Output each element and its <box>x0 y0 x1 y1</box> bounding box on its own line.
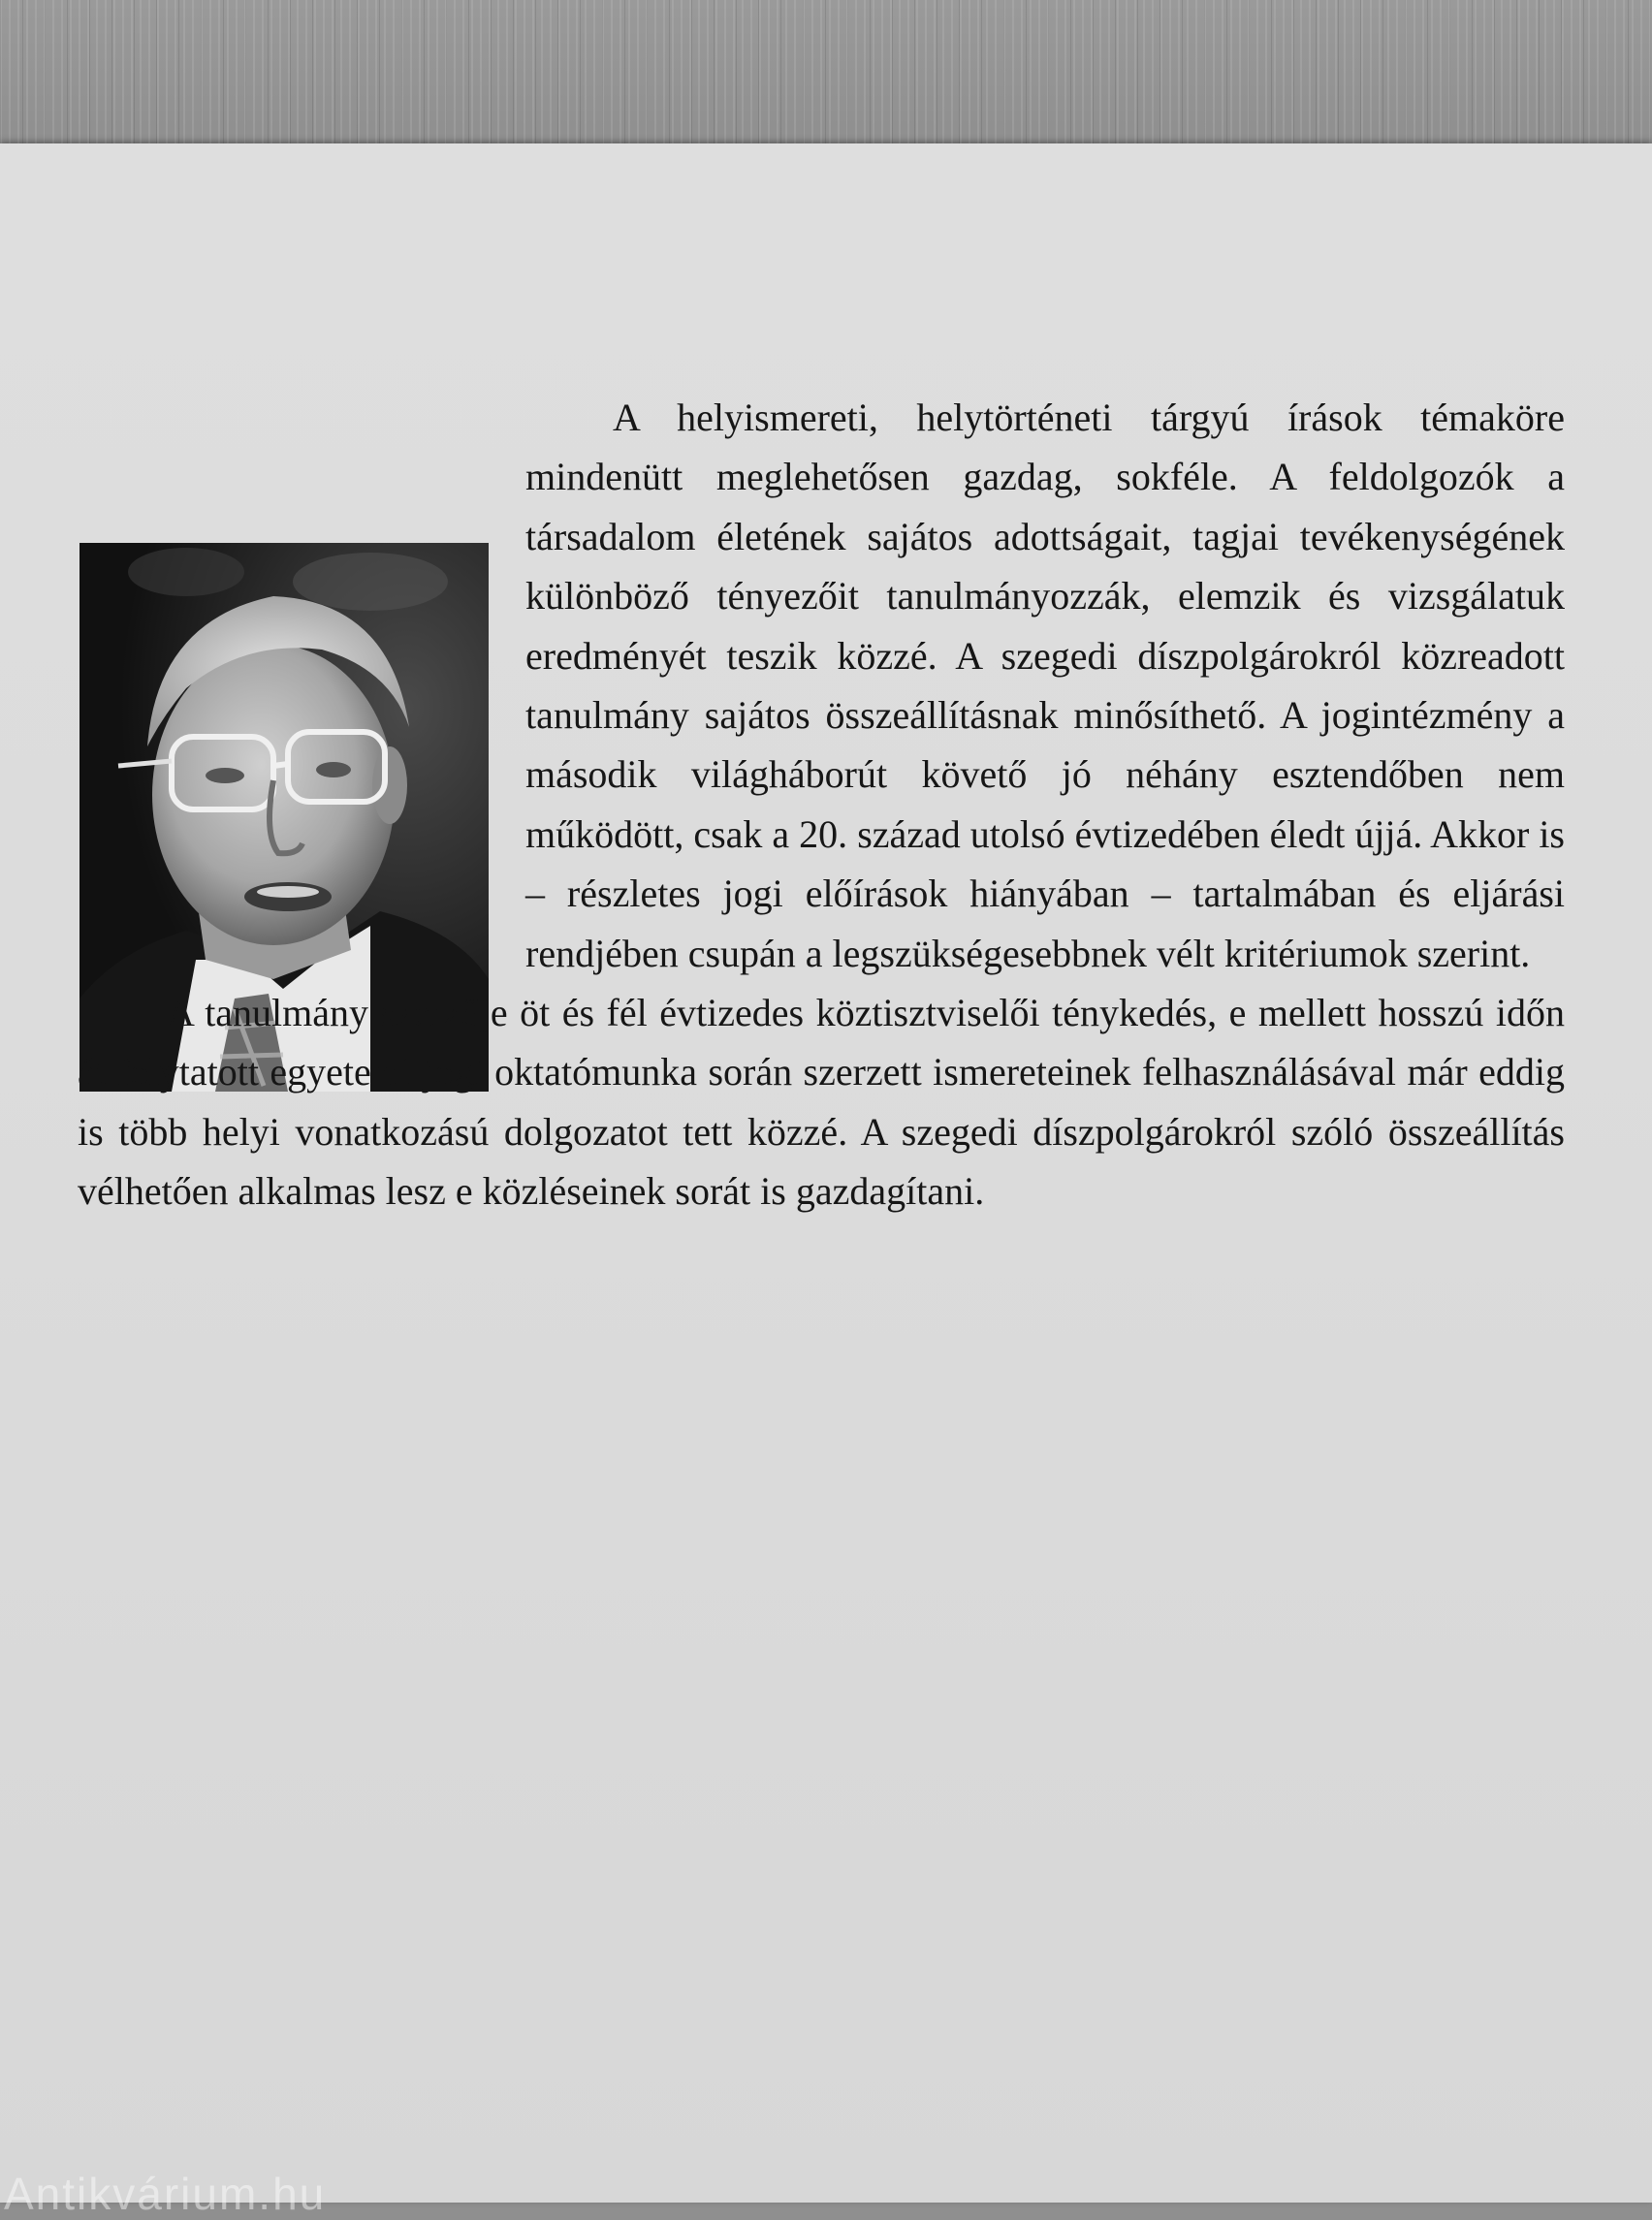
article-text <box>78 388 1565 1221</box>
table-surface <box>0 0 1652 155</box>
photo-wrap-space <box>78 388 525 981</box>
watermark-text: Antikvárium.hu <box>4 2169 327 2219</box>
paragraph-1: A helyismereti, helytörténeti tárgyú írások témaköre mindenütt meglehetősen gazdag, sokféle. A feldolgozók a társadalom életének sajátos adottságait, tagjai tevékenységének különböző tényezőit tanulmányozzák, elemzik és vizsgálatuk eredményét teszik közzé. A szegedi díszpolgárokról közreadott tanulmány sajátos összeállításnak minősíthető. A jogintézmény a második világháborút követő jó néhány esztendőben nem működött, csak a 20. század utolsó évtizedében éledt újjá. Akkor is – részletes jogi előírások hiányában – tartalmában és eljárási rendjében csupán a legszükségesebbnek vélt kritériumok szerint. <box>525 396 1565 975</box>
paragraph-2: A tanulmány szerzője öt és fél évtizedes köztisztviselői ténykedés, e mellett hosszú időn át folytatott egyetemi jogi oktatómunka során szerzett ismereteinek felhasználásával már eddig is több helyi vonatkozású dolgozatot tett közzé. A szegedi díszpolgárokról szóló összeállítás vélhetően alkalmas lesz e közléseinek sorát is gazdagítani. <box>78 991 1565 1214</box>
